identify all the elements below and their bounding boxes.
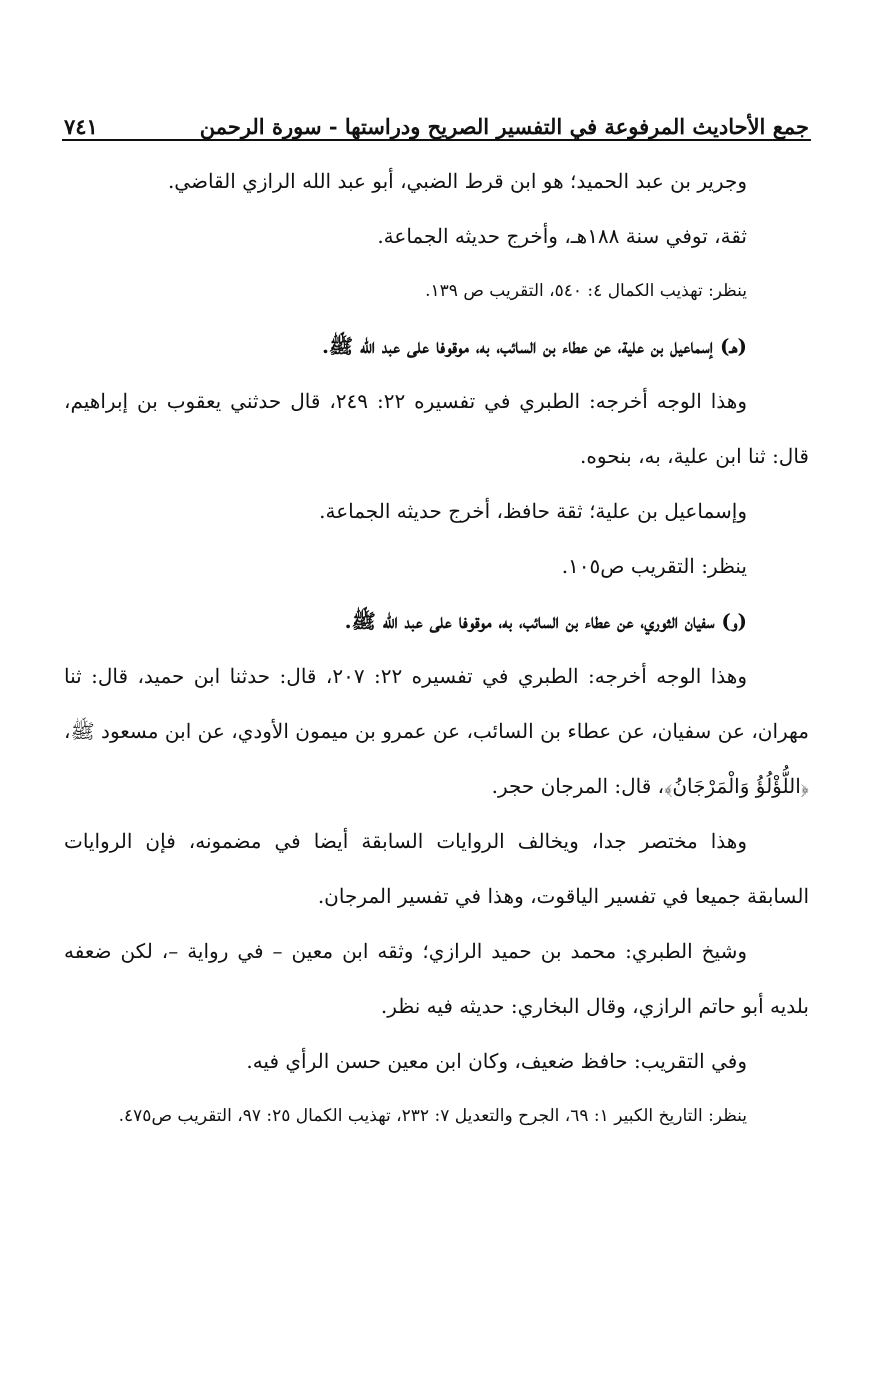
- paragraph-taqrib: وفي التقريب: حافظ ضعيف، وكان ابن معين حسن الرأي فيه.: [246, 1049, 747, 1073]
- paragraph-ibn-ulayya: وإسماعيل بن علية؛ ثقة حافظ، أخرج حديثه الجماعة.: [319, 499, 747, 523]
- header-title: جمع الأحاديث المرفوعة في التفسير الصريح ودراستها - سورة الرحمن: [199, 113, 809, 139]
- paragraph-reference-105: ينظر: التقريب ص١٠٥.: [561, 554, 747, 578]
- page-body: [64, 154, 809, 1330]
- paragraph-jarir-grade: ثقة، توفي سنة ١٨٨هـ، وأخرج حديثه الجماعة.: [377, 224, 747, 248]
- paragraph-tabari-shaykh: وشيخ الطبري: محمد بن حميد الرازي؛ وثقه ابن معين – في رواية –، لكن ضعفه بلديه أبو حاتم الرازي، وقال البخاري: حديثه فيه نظر.: [64, 939, 809, 1018]
- paragraph-heading-waw: (و) سفيان الثوري، عن عطاء بن السائب، به، موقوفا على عبد الله ﷺ.: [344, 609, 747, 633]
- paragraph-tabari-249: وهذا الوجه أخرجه: الطبري في تفسيره ٢٢: ٢٤٩، قال حدثني يعقوب بن إبراهيم، قال: ثنا ابن علية، به، بنحوه.: [64, 389, 809, 468]
- running-header: [64, 108, 809, 138]
- paragraph-heading-he: (هـ) إسماعيل بن علية، عن عطاء بن السائب، به، موقوفا على عبد الله ﷺ.: [321, 334, 747, 358]
- paragraph-tabari-207: وهذا الوجه أخرجه: الطبري في تفسيره ٢٢: ٢٠٧، قال: حدثنا ابن حميد، قال: ثنا مهران، عن سفيان، عن عطاء بن السائب، عن عمرو بن ميمون الأودي، عن ابن مسعود ﷺ، ﴿اللُّؤْلُؤُ وَالْمَرْجَانُ﴾، قال: المرجان حجر.: [64, 664, 809, 798]
- paragraph-reference: ينظر: تهذيب الكمال ٤: ٥٤٠، التقريب ص ١٣٩.: [425, 281, 747, 301]
- paragraph-jarir: وجرير بن عبد الحميد؛ هو ابن قرط الضبي، أبو عبد الله الرازي القاضي.: [167, 169, 747, 193]
- paragraph-reference-final: ينظر: التاريخ الكبير ١: ٦٩، الجرح والتعديل ٧: ٢٣٢، تهذيب الكمال ٢٥: ٩٧، التقريب ص٤٧٥.: [118, 1106, 747, 1126]
- page-number: ٧٤١: [64, 113, 98, 139]
- header-rule: [62, 139, 811, 141]
- paragraph-commentary: وهذا مختصر جدا، ويخالف الروايات السابقة أيضا في مضمونه، فإن الروايات السابقة جميعا في تفسير الياقوت، وهذا في تفسير المرجان.: [64, 829, 809, 908]
